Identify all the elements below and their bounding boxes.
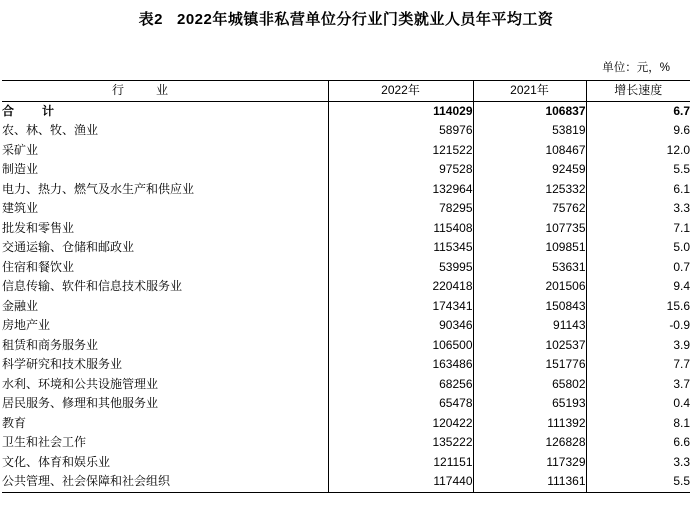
cell-growth: 5.5 [586,472,690,492]
cell-2022: 53995 [328,258,473,278]
column-header-industry: 行 业 [2,81,328,102]
table-number: 表2 [138,11,163,28]
table-row [2,355,690,375]
cell-industry: 卫生和社会工作 [2,433,328,453]
column-header-2021: 2021年 [473,81,586,102]
cell-growth: 12.0 [666,142,690,157]
cell-2022: 220418 [328,277,473,297]
cell-growth: -0.9 [669,318,690,332]
cell-2021: 108467 [473,141,586,161]
cell-2021: 75762 [473,199,586,219]
table-row [2,258,690,278]
cell-growth: 5.5 [673,162,690,176]
table-row [2,316,690,336]
cell-industry: 交通运输、仓储和邮政业 [2,238,328,258]
cell-2021: 91143 [473,316,586,336]
cell-2022: 117440 [328,472,473,492]
cell-industry: 房地产业 [2,316,328,336]
cell-2022: 78295 [328,199,473,219]
cell-growth: 3.7 [673,376,690,391]
cell-industry: 制造业 [2,160,328,180]
cell-growth: 3.9 [673,337,690,352]
cell-industry: 租赁和商务服务业 [2,336,328,356]
cell-2021: 111392 [473,414,586,434]
cell-growth: 15.6 [666,298,690,313]
cell-2021: 150843 [473,297,586,317]
table-row [2,199,690,219]
cell-2021: 109851 [473,238,586,258]
wage-table [2,80,690,493]
cell-2022: 135222 [328,433,473,453]
cell-2021: 201506 [473,277,586,297]
page-title [0,8,692,29]
cell-2022: 174341 [328,297,473,317]
cell-2021: 53819 [473,121,586,141]
table-row [2,336,690,356]
cell-growth: 9.6 [673,123,690,137]
cell-2021: 107735 [473,219,586,239]
cell-industry: 教育 [2,414,328,434]
cell-growth: 0.4 [673,396,690,410]
table-row [2,375,690,395]
cell-growth: 5.0 [673,240,690,254]
cell-growth: 3.3 [673,201,690,215]
cell-industry: 水利、环境和公共设施管理业 [2,375,328,395]
column-header-2022: 2022年 [328,81,473,102]
table-row [2,414,690,434]
cell-growth: 3.3 [673,454,690,469]
cell-industry: 科学研究和技术服务业 [2,355,328,375]
cell-2022: 115408 [328,219,473,239]
cell-growth: 0.7 [673,259,690,274]
document-page [0,8,692,515]
cell-2022: 121522 [328,141,473,161]
cell-growth: 7.1 [673,220,690,235]
table-body [2,101,690,492]
table-row [2,297,690,317]
table-row [2,121,690,141]
cell-industry: 金融业 [2,297,328,317]
cell-industry: 批发和零售业 [2,219,328,239]
cell-growth: 6.7 [673,103,690,118]
table-header-row [2,81,690,102]
table-row [2,160,690,180]
cell-2021: 151776 [473,355,586,375]
cell-2021: 53631 [473,258,586,278]
cell-industry: 电力、热力、燃气及水生产和供应业 [2,180,328,200]
table-row [2,433,690,453]
cell-2022: 68256 [328,375,473,395]
table-row [2,219,690,239]
cell-2022: 120422 [328,414,473,434]
cell-growth: 8.1 [673,415,690,430]
cell-industry: 建筑业 [2,199,328,219]
cell-industry: 采矿业 [2,141,328,161]
cell-2022: 106500 [328,336,473,356]
cell-growth: 9.4 [673,279,690,293]
cell-2021: 117329 [473,453,586,473]
cell-2022: 97528 [328,160,473,180]
cell-2022: 90346 [328,316,473,336]
cell-2021: 106837 [473,101,586,121]
cell-2021: 111361 [473,472,586,492]
cell-growth: 6.6 [673,435,690,449]
cell-industry: 住宿和餐饮业 [2,258,328,278]
cell-2022: 163486 [328,355,473,375]
cell-2022: 114029 [328,101,473,121]
cell-industry: 信息传输、软件和信息技术服务业 [2,277,328,297]
cell-industry: 居民服务、修理和其他服务业 [2,394,328,414]
table-row [2,277,690,297]
table-row [2,472,690,492]
cell-2021: 92459 [473,160,586,180]
unit-note: 单位：元，% [602,62,670,74]
table-title-text: 2022年城镇非私营单位分行业门类就业人员年平均工资 [176,11,554,28]
cell-2021: 102537 [473,336,586,356]
table-row [2,180,690,200]
cell-industry: 文化、体育和娱乐业 [2,453,328,473]
cell-industry: 公共管理、社会保障和社会组织 [2,472,328,492]
cell-growth: 7.7 [673,357,690,371]
cell-2022: 121151 [328,453,473,473]
cell-2022: 65478 [328,394,473,414]
cell-growth: 6.1 [673,181,690,196]
cell-2022: 132964 [328,180,473,200]
cell-2021: 126828 [473,433,586,453]
table-row [2,453,690,473]
cell-2021: 65802 [473,375,586,395]
column-header-growth: 增长速度 [586,81,690,102]
cell-2021: 65193 [473,394,586,414]
table-row [2,394,690,414]
cell-industry: 合 计 [2,101,328,121]
cell-2022: 58976 [328,121,473,141]
table-row [2,238,690,258]
cell-2021: 125332 [473,180,586,200]
table-row [2,141,690,161]
cell-2022: 115345 [328,238,473,258]
table-row [2,101,690,121]
cell-industry: 农、林、牧、渔业 [2,121,328,141]
